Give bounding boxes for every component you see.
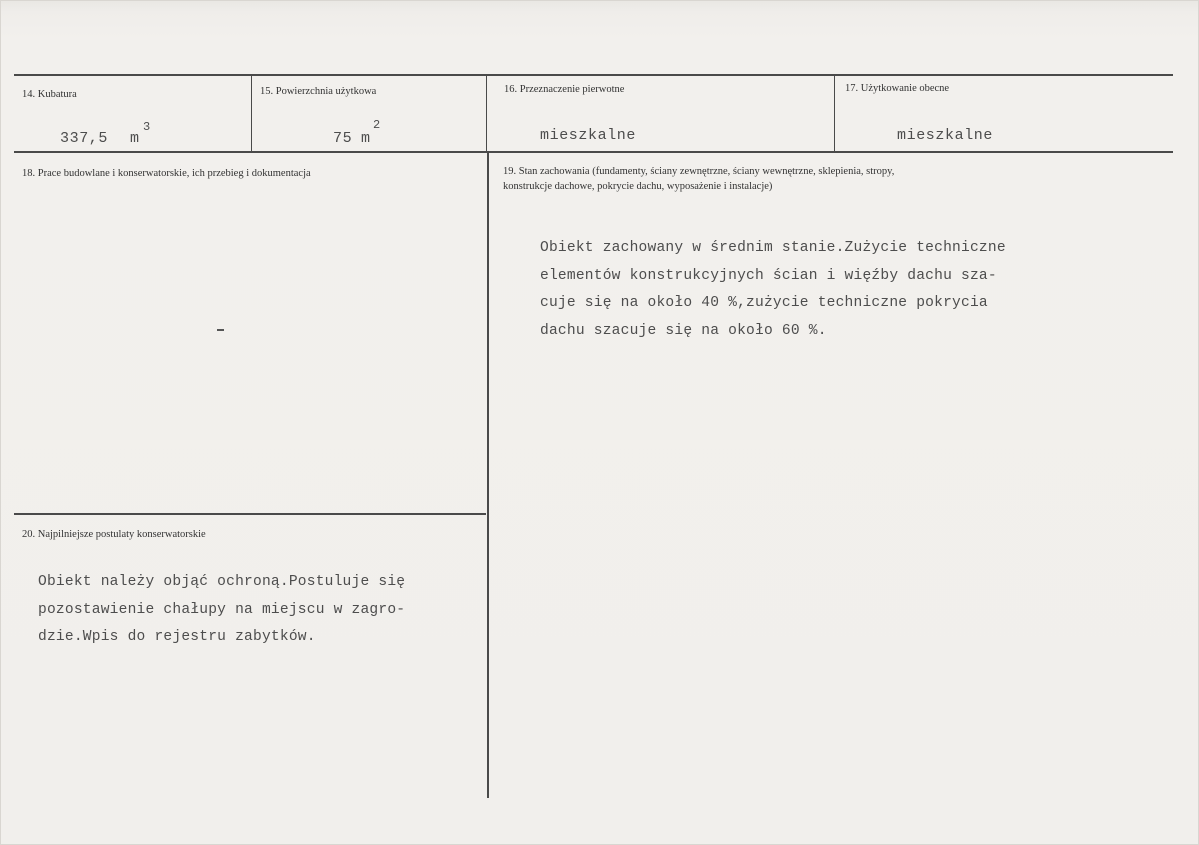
divider-14-15 xyxy=(251,75,252,152)
field-16-value: mieszkalne xyxy=(540,127,637,144)
field-19-label-line2: konstrukcje dachowe, pokrycie dachu, wyposażenie i instalacje) xyxy=(503,181,773,192)
top-rule xyxy=(14,74,1173,76)
row1-bottom-rule xyxy=(14,151,1173,153)
field-16-label: 16. Przeznaczenie pierwotne xyxy=(504,84,625,95)
field-14-label: 14. Kubatura xyxy=(22,89,77,100)
field-14-unit: m xyxy=(130,130,140,147)
field-15-value: 75 xyxy=(333,130,353,147)
field-17-label: 17. Użytkowanie obecne xyxy=(845,83,950,94)
field-18-label: 18. Prace budowlane i konserwatorskie, ich przebieg i dokumentacja xyxy=(22,168,311,179)
field-20-line: Obiekt należy objąć ochroną.Postuluje się xyxy=(38,574,406,590)
field-20-line: dzie.Wpis do rejestru zabytków. xyxy=(38,629,316,645)
field-20-line: pozostawienie chałupy na miejscu w zagro- xyxy=(38,601,406,618)
field-19-line: elementów konstrukcyjnych ścian i więźby dachu sza- xyxy=(540,267,997,284)
field-15-label: 15. Powierzchnia użytkowa xyxy=(260,86,377,97)
field-19-line: cuje się na około 40 %,zużycie techniczne pokrycia xyxy=(540,295,988,311)
field-15-exponent: 2 xyxy=(373,118,381,132)
field-19-label-line1: 19. Stan zachowania (fundamenty, ściany zewnętrzne, ściany wewnętrzne, sklepienia, stropy, xyxy=(503,166,895,177)
divider-main xyxy=(487,152,489,798)
divider-16-17 xyxy=(834,75,835,152)
divider-15-16 xyxy=(486,75,487,152)
field-14-value: 337,5 xyxy=(60,130,109,147)
field-20-label: 20. Najpilniejsze postulaty konserwatorskie xyxy=(22,529,206,540)
field-17-value: mieszkalne xyxy=(897,127,994,144)
field-14-exponent: 3 xyxy=(143,120,151,134)
field-20-text xyxy=(38,569,405,652)
field-19-line: dachu szacuje się na około 60 %. xyxy=(540,322,827,339)
field-19-text xyxy=(540,235,1006,345)
field20-top-rule xyxy=(14,513,486,515)
field-18-empty-dash xyxy=(217,329,224,331)
field-19-line: Obiekt zachowany w średnim stanie.Zużycie techniczne xyxy=(540,240,1006,256)
field-15-unit: m xyxy=(361,130,371,147)
